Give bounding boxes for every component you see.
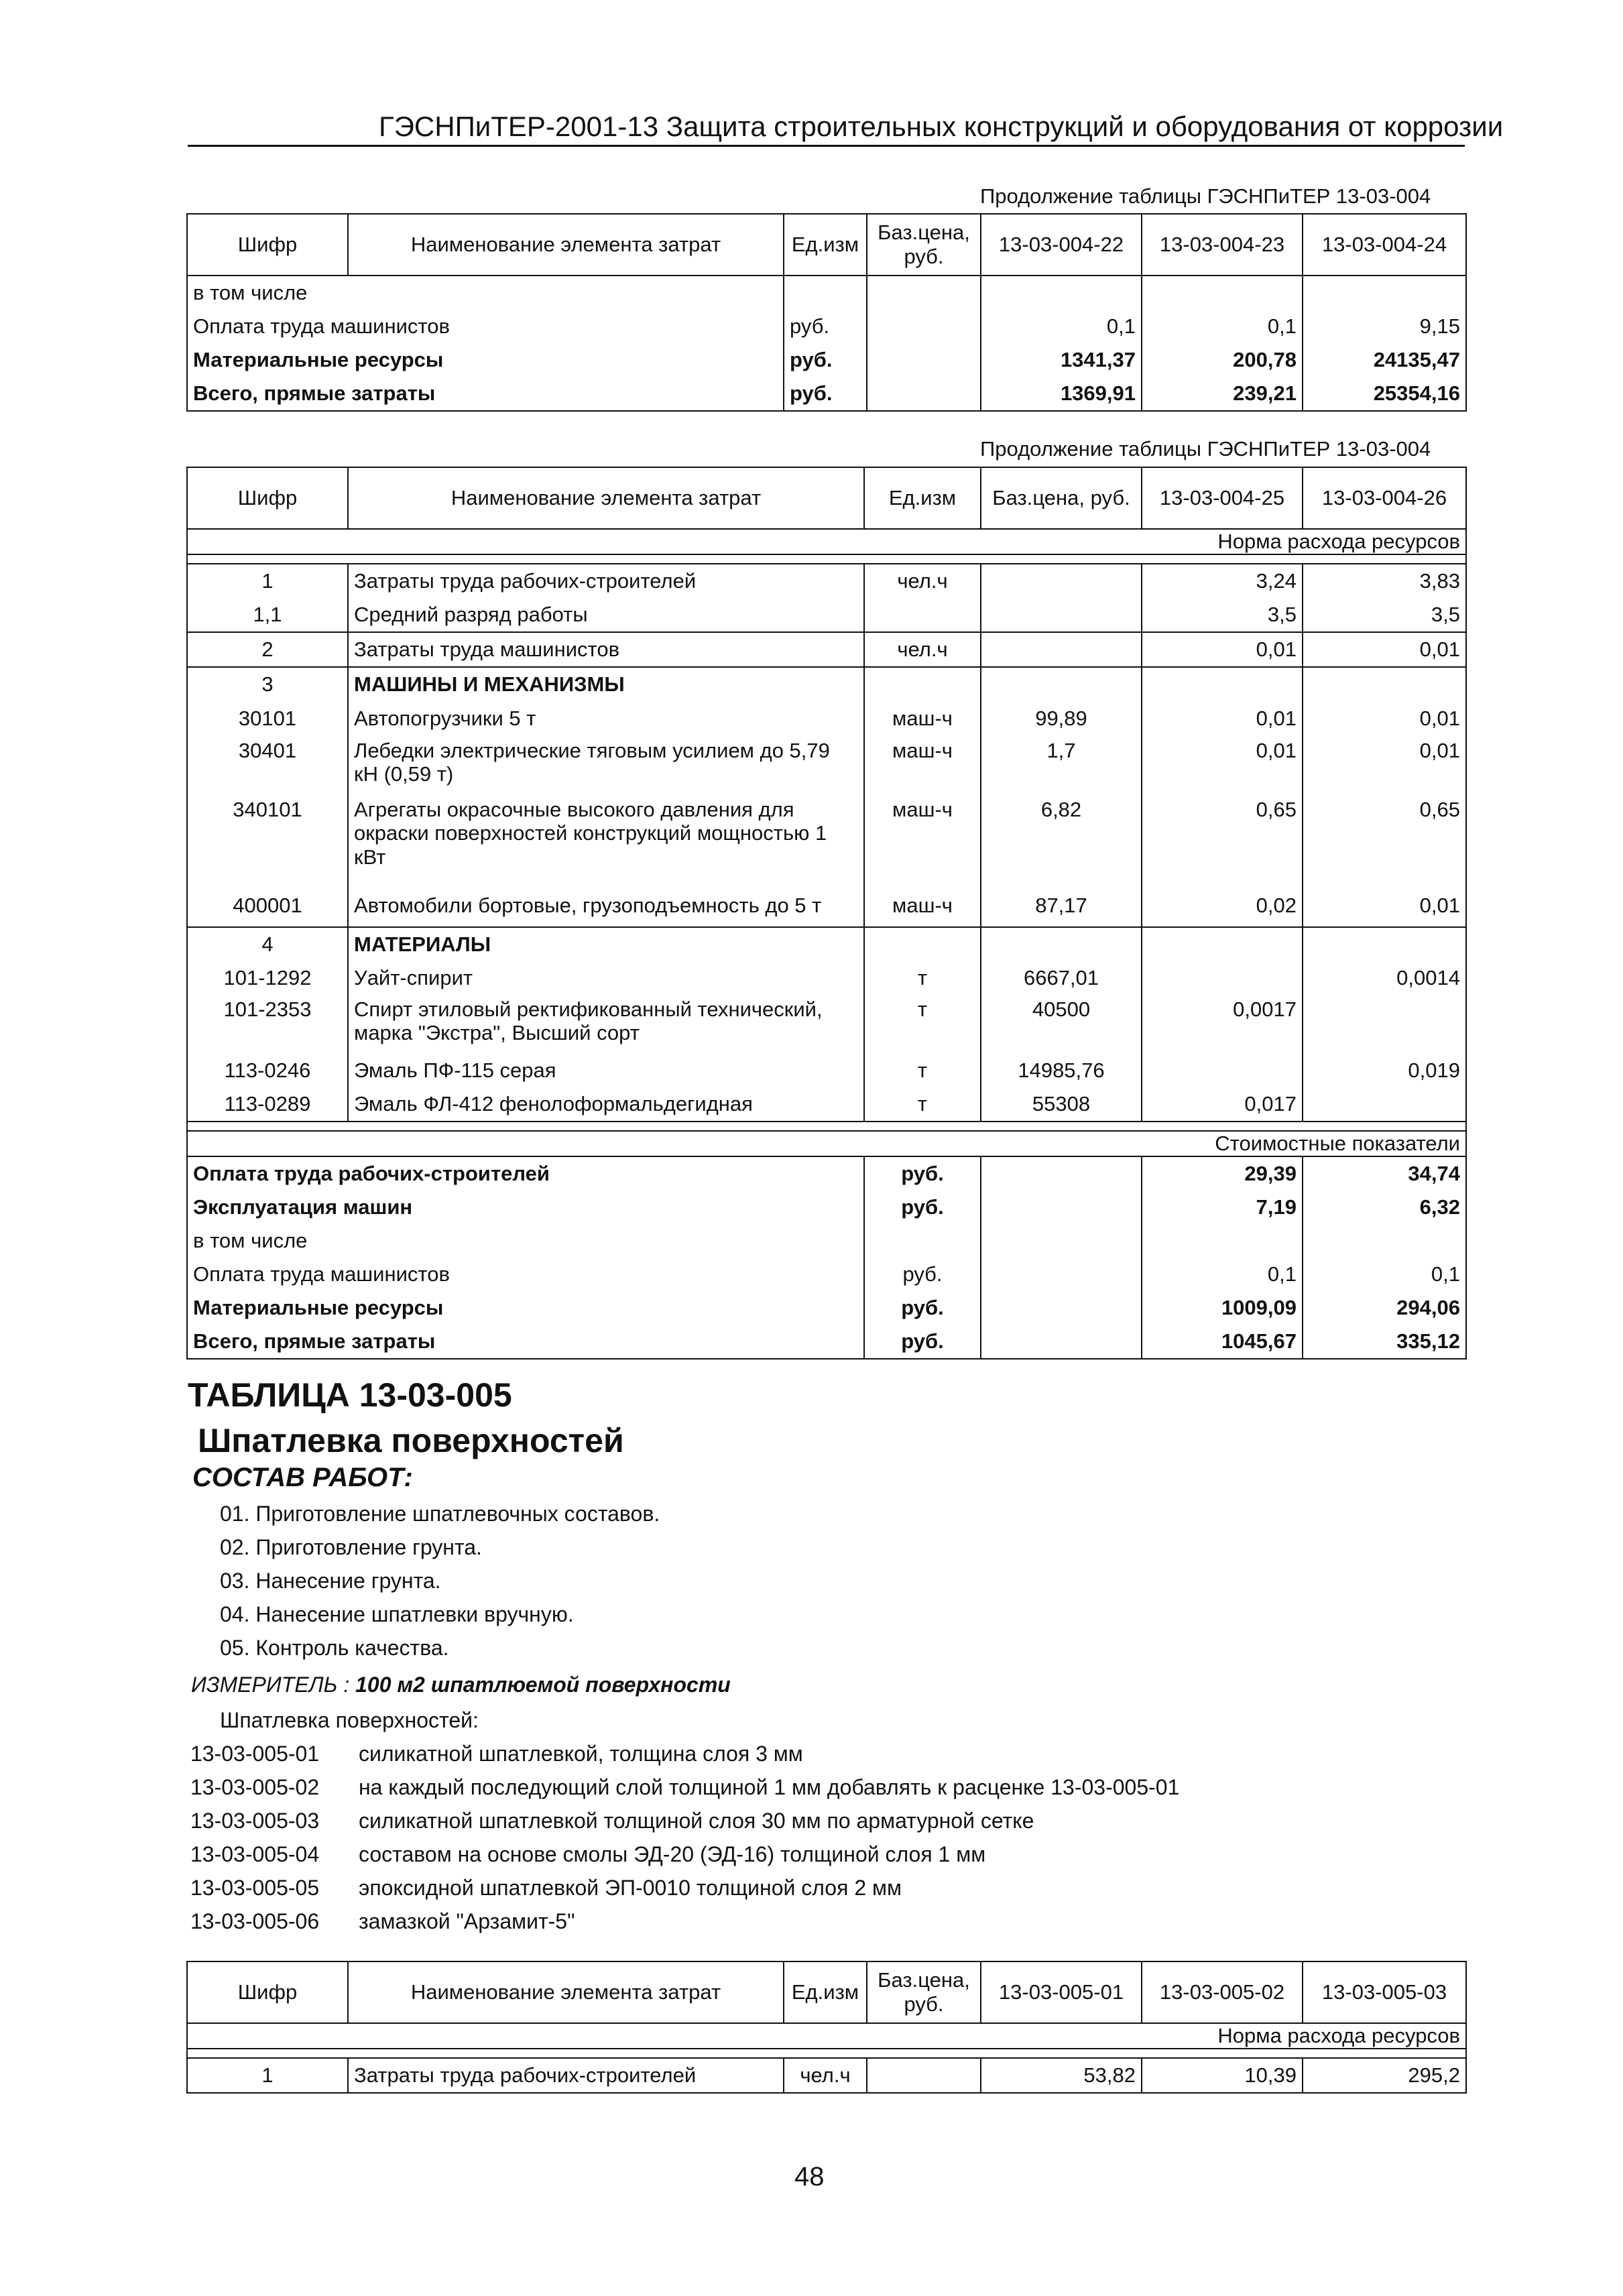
t2-name: Затраты труда рабочих-строителей [348, 564, 864, 598]
t3-h-code: Шифр [187, 1961, 348, 2023]
t2-cost-name: Материальные ресурсы [187, 1291, 864, 1325]
position-text: эпоксидной шпатлевкой ЭП-0010 толщиной слоя 2 мм [359, 1876, 902, 1900]
t2-v2: 3,5 [1303, 598, 1466, 632]
table1 [186, 213, 1467, 412]
t3-v3: 295,2 [1303, 2058, 1466, 2093]
position-code: 13-03-005-03 [190, 1809, 320, 1833]
position-code: 13-03-005-02 [190, 1775, 320, 1799]
t2-v1: 0,65 [1142, 795, 1303, 885]
measurement-unit-line [191, 1673, 731, 1697]
t2-cost-name: Оплата труда рабочих-строителей [187, 1156, 864, 1191]
t2-cost-v1: 29,39 [1142, 1156, 1303, 1191]
t2-name: Эмаль ФЛ-412 фенолоформальдегидная [348, 1087, 864, 1122]
t2-price: 55308 [981, 1087, 1142, 1122]
t2-v1: 0,01 [1142, 736, 1303, 795]
t2-code: 400001 [187, 885, 348, 927]
t3-code: 1 [187, 2058, 348, 2093]
t1-row-label: Оплата труда машинистов [187, 310, 784, 343]
t2-v2: 0,01 [1303, 736, 1466, 795]
measurement-label: ИЗМЕРИТЕЛЬ : [191, 1673, 350, 1697]
position-text: на каждый последующий слой толщиной 1 мм добавлять к расценке 13-03-005-01 [359, 1775, 1180, 1799]
t2-v2: 0,01 [1303, 632, 1466, 667]
t2-unit: маш-ч [864, 795, 981, 885]
t1-row-label: Материальные ресурсы [187, 343, 784, 377]
position-text: замазкой "Арзамит-5" [359, 1909, 575, 1933]
t1-row-label: Всего, прямые затраты [187, 377, 784, 411]
t2-price: 99,89 [981, 701, 1142, 736]
t2-v1 [1142, 961, 1303, 995]
t1-h-code: Шифр [187, 214, 348, 276]
t2-code: 1 [187, 564, 348, 598]
t3-h-col3: 13-03-005-03 [1303, 1961, 1466, 2023]
t1-row-unit: руб. [784, 310, 867, 343]
t1-row-unit: руб. [784, 377, 867, 411]
work-item: 05. Контроль качества. [220, 1636, 449, 1660]
t1-row-value: 0,1 [1142, 310, 1303, 343]
t2-cost-label: Стоимостные показатели [187, 1131, 1466, 1156]
work-item: 04. Нанесение шпатлевки вручную. [220, 1602, 574, 1626]
t2-name: МАТЕРИАЛЫ [348, 927, 864, 961]
t2-unit: чел.ч [864, 632, 981, 667]
t2-v1: 3,5 [1142, 598, 1303, 632]
t3-h-col2: 13-03-005-02 [1142, 1961, 1303, 2023]
header-rule [188, 145, 1465, 147]
t2-v1: 0,01 [1142, 701, 1303, 736]
t1-h-name: Наименование элемента затрат [348, 214, 784, 276]
t1-row-value: 239,21 [1142, 377, 1303, 411]
t2-cost-v1: 1045,67 [1142, 1325, 1303, 1359]
t2-cost-v2: 0,1 [1303, 1258, 1466, 1291]
t2-v2: 0,01 [1303, 885, 1466, 927]
work-composition-heading: СОСТАВ РАБОТ: [192, 1463, 413, 1492]
position-code: 13-03-005-04 [190, 1842, 320, 1866]
t2-name: Лебедки электрические тяговым усилием до 5,79 кН (0,59 т) [348, 736, 864, 795]
t2-norm-label: Норма расхода ресурсов [187, 529, 1466, 554]
position-text: составом на основе смолы ЭД-20 (ЭД-16) толщиной слоя 1 мм [359, 1842, 986, 1866]
t2-v1: 0,02 [1142, 885, 1303, 927]
t2-v2 [1303, 1087, 1466, 1122]
t3-norm-label: Норма расхода ресурсов [187, 2023, 1466, 2049]
position-code: 13-03-005-01 [190, 1742, 320, 1766]
t2-code: 1,1 [187, 598, 348, 632]
t2-cost-v2: 6,32 [1303, 1191, 1466, 1224]
table3-title: ТАБЛИЦА 13-03-005 [188, 1376, 512, 1414]
t1-row-label: в том числе [187, 276, 784, 310]
table3 [186, 1961, 1467, 2094]
page-number: 48 [794, 2162, 825, 2191]
t2-unit: т [864, 1087, 981, 1122]
t2-name: Агрегаты окрасочные высокого давления для окраски поверхностей конструкций мощностью 1 кВт [348, 795, 864, 885]
work-item: 01. Приготовление шпатлевочных составов. [220, 1502, 660, 1526]
t2-v2: 0,0014 [1303, 961, 1466, 995]
t2-name: Автомобили бортовые, грузоподъемность до 5 т [348, 885, 864, 927]
t2-code: 113-0289 [187, 1087, 348, 1122]
t1-h-price: Баз.цена, руб. [867, 214, 981, 276]
t3-v2: 10,39 [1142, 2058, 1303, 2093]
t2-cost-unit: руб. [864, 1156, 981, 1191]
t1-h-unit: Ед.изм [784, 214, 867, 276]
t2-cost-v1: 0,1 [1142, 1258, 1303, 1291]
t2-cost-unit: руб. [864, 1291, 981, 1325]
t2-cost-v2: 294,06 [1303, 1291, 1466, 1325]
t2-h-col1: 13-03-004-25 [1142, 467, 1303, 529]
t2-h-code: Шифр [187, 467, 348, 529]
t3-unit: чел.ч [784, 2058, 867, 2093]
measurement-value: 100 м2 шпатлюемой поверхности [355, 1673, 731, 1697]
t2-h-col2: 13-03-004-26 [1303, 467, 1466, 529]
t1-row-value: 24135,47 [1303, 343, 1466, 377]
t2-v2: 3,83 [1303, 564, 1466, 598]
work-item: 03. Нанесение грунта. [220, 1569, 441, 1593]
t2-code: 3 [187, 667, 348, 701]
position-text: силикатной шпатлевкой, толщина слоя 3 мм [359, 1742, 803, 1766]
t2-h-price: Баз.цена, руб. [981, 467, 1142, 529]
t2-h-name: Наименование элемента затрат [348, 467, 864, 529]
table3-subtitle: Шпатлевка поверхностей [198, 1422, 624, 1459]
t2-name: Эмаль ПФ-115 серая [348, 1054, 864, 1087]
t2-cost-v1: 7,19 [1142, 1191, 1303, 1224]
t2-unit: чел.ч [864, 564, 981, 598]
t2-name: Автопогрузчики 5 т [348, 701, 864, 736]
t2-name: Затраты труда машинистов [348, 632, 864, 667]
t1-row-value: 9,15 [1303, 310, 1466, 343]
t3-v1: 53,82 [981, 2058, 1142, 2093]
t2-price: 14985,76 [981, 1054, 1142, 1087]
t2-code: 30401 [187, 736, 348, 795]
t2-v1: 0,01 [1142, 632, 1303, 667]
t2-v2: 0,019 [1303, 1054, 1466, 1087]
t2-price: 87,17 [981, 885, 1142, 927]
t3-h-price: Баз.цена, руб. [867, 1961, 981, 2023]
t2-code: 113-0246 [187, 1054, 348, 1087]
t2-cost-unit: руб. [864, 1325, 981, 1359]
position-code: 13-03-005-05 [190, 1876, 320, 1900]
t1-row-value: 1369,91 [981, 377, 1142, 411]
t2-cost-unit: руб. [864, 1191, 981, 1224]
position-code: 13-03-005-06 [190, 1909, 320, 1933]
t2-code: 30101 [187, 701, 348, 736]
t1-row-value: 0,1 [981, 310, 1142, 343]
table2 [186, 467, 1467, 1360]
t2-price: 6,82 [981, 795, 1142, 885]
table1-continuation: Продолжение таблицы ГЭСНПиТЕР 13-03-004 [980, 184, 1431, 208]
t2-cost-name: в том числе [187, 1224, 864, 1258]
t2-code: 2 [187, 632, 348, 667]
position-text: силикатной шпатлевкой толщиной слоя 30 мм по арматурной сетке [359, 1809, 1034, 1833]
t2-price: 40500 [981, 995, 1142, 1054]
t2-v2: 0,01 [1303, 701, 1466, 736]
t2-v1: 0,0017 [1142, 995, 1303, 1054]
t3-h-unit: Ед.изм [784, 1961, 867, 2023]
t1-row-value: 1341,37 [981, 343, 1142, 377]
t2-code: 4 [187, 927, 348, 961]
t2-cost-v2: 34,74 [1303, 1156, 1466, 1191]
positions-intro: Шпатлевка поверхностей: [220, 1708, 479, 1732]
t2-unit: маш-ч [864, 701, 981, 736]
t2-v1: 3,24 [1142, 564, 1303, 598]
t1-h-col2: 13-03-004-23 [1142, 214, 1303, 276]
t2-cost-v1: 1009,09 [1142, 1291, 1303, 1325]
t2-name: Средний разряд работы [348, 598, 864, 632]
t2-code: 340101 [187, 795, 348, 885]
t2-cost-name: Всего, прямые затраты [187, 1325, 864, 1359]
t2-price: 1,7 [981, 736, 1142, 795]
t2-code: 101-1292 [187, 961, 348, 995]
t1-h-col3: 13-03-004-24 [1303, 214, 1466, 276]
t2-code: 101-2353 [187, 995, 348, 1054]
t2-name: Спирт этиловый ректификованный технический, марка "Экстра", Высший сорт [348, 995, 864, 1054]
t3-h-name: Наименование элемента затрат [348, 1961, 784, 2023]
t2-unit: маш-ч [864, 736, 981, 795]
t2-unit: маш-ч [864, 885, 981, 927]
t2-name: МАШИНЫ И МЕХАНИЗМЫ [348, 667, 864, 701]
t1-row-value: 200,78 [1142, 343, 1303, 377]
t1-row-value: 25354,16 [1303, 377, 1466, 411]
t2-cost-unit: руб. [864, 1258, 981, 1291]
t2-h-unit: Ед.изм [864, 467, 981, 529]
t2-cost-v2: 335,12 [1303, 1325, 1466, 1359]
t2-name: Уайт-спирит [348, 961, 864, 995]
t1-row-unit: руб. [784, 343, 867, 377]
work-item: 02. Приготовление грунта. [220, 1535, 482, 1559]
t2-unit: т [864, 995, 981, 1054]
t2-v1: 0,017 [1142, 1087, 1303, 1122]
table2-continuation: Продолжение таблицы ГЭСНПиТЕР 13-03-004 [980, 437, 1431, 461]
t2-v1 [1142, 1054, 1303, 1087]
t2-unit: т [864, 1054, 981, 1087]
t2-unit: т [864, 961, 981, 995]
t2-price: 6667,01 [981, 961, 1142, 995]
page-header-title: ГЭСНПиТЕР-2001-13 Защита строительных конструкций и оборудования от коррозии [379, 111, 1504, 142]
t3-name: Затраты труда рабочих-строителей [348, 2058, 784, 2093]
t2-v2: 0,65 [1303, 795, 1466, 885]
t2-cost-name: Оплата труда машинистов [187, 1258, 864, 1291]
t1-h-col1: 13-03-004-22 [981, 214, 1142, 276]
t2-v2 [1303, 995, 1466, 1054]
t2-cost-name: Эксплуатация машин [187, 1191, 864, 1224]
t3-h-col1: 13-03-005-01 [981, 1961, 1142, 2023]
